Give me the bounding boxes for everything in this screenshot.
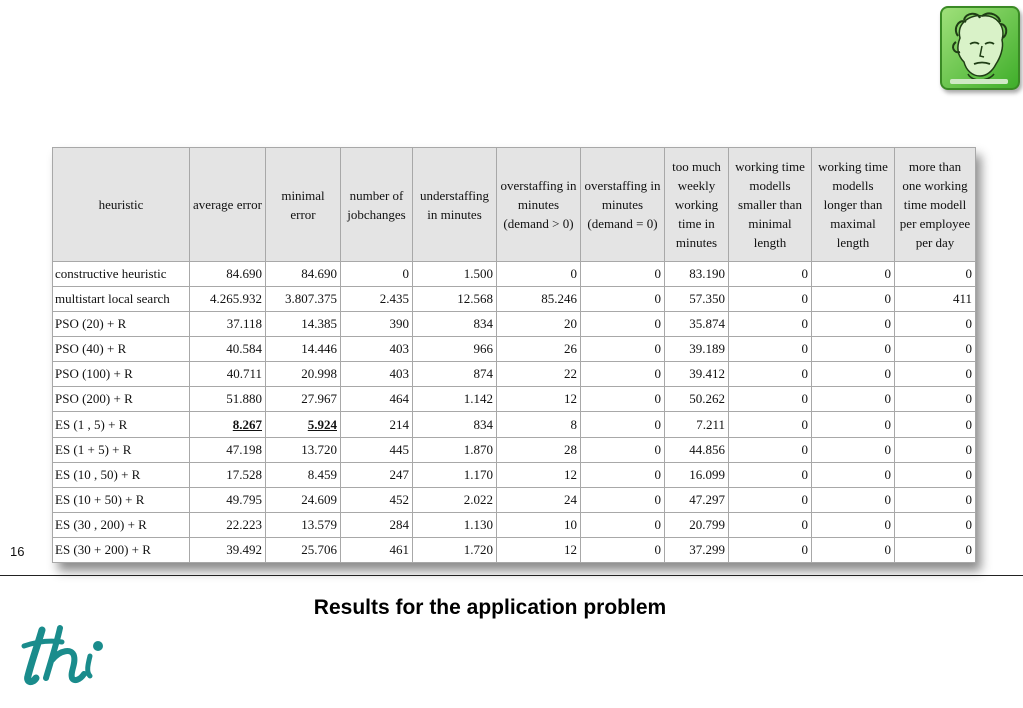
value-cell: 1.170 — [413, 462, 497, 487]
heuristic-name-cell: ES (1 , 5) + R — [53, 412, 190, 437]
value-cell: 25.706 — [266, 537, 341, 562]
value-cell: 0 — [895, 337, 976, 362]
value-cell: 0 — [581, 437, 665, 462]
value-cell: 452 — [341, 487, 413, 512]
value-cell: 0 — [729, 287, 812, 312]
value-cell: 37.118 — [190, 312, 266, 337]
column-header: overstaffing in minutes (demand = 0) — [581, 148, 665, 262]
value-cell: 0 — [895, 387, 976, 412]
value-cell: 57.350 — [665, 287, 729, 312]
value-cell: 47.198 — [190, 437, 266, 462]
value-cell: 37.299 — [665, 537, 729, 562]
value-cell: 8.267 — [190, 412, 266, 437]
value-cell: 0 — [812, 487, 895, 512]
table-row — [53, 337, 976, 362]
column-header: number of jobchanges — [341, 148, 413, 262]
value-cell: 0 — [812, 312, 895, 337]
column-header: overstaffing in minutes (demand > 0) — [497, 148, 581, 262]
value-cell: 390 — [341, 312, 413, 337]
value-cell: 0 — [581, 337, 665, 362]
value-cell: 0 — [812, 412, 895, 437]
value-cell: 0 — [895, 262, 976, 287]
slide-number: 16 — [10, 544, 25, 559]
heuristic-name-cell: ES (10 , 50) + R — [53, 462, 190, 487]
value-cell: 39.189 — [665, 337, 729, 362]
heuristic-name-cell: ES (30 , 200) + R — [53, 512, 190, 537]
value-cell: 44.856 — [665, 437, 729, 462]
value-cell: 214 — [341, 412, 413, 437]
heuristic-name-cell: constructive heuristic — [53, 262, 190, 287]
value-cell: 47.297 — [665, 487, 729, 512]
column-header: heuristic — [53, 148, 190, 262]
table-body — [53, 262, 976, 563]
heuristic-name-cell: multistart local search — [53, 287, 190, 312]
value-cell: 12 — [497, 387, 581, 412]
value-cell: 0 — [581, 362, 665, 387]
value-cell: 0 — [581, 262, 665, 287]
value-cell: 0 — [581, 537, 665, 562]
value-cell: 3.807.375 — [266, 287, 341, 312]
value-cell: 0 — [729, 437, 812, 462]
heuristic-name-cell: PSO (20) + R — [53, 312, 190, 337]
value-cell: 50.262 — [665, 387, 729, 412]
value-cell: 0 — [729, 362, 812, 387]
value-cell: 0 — [812, 462, 895, 487]
value-cell: 20.998 — [266, 362, 341, 387]
heuristic-name-cell: ES (30 + 200) + R — [53, 537, 190, 562]
value-cell: 12 — [497, 462, 581, 487]
value-cell: 40.584 — [190, 337, 266, 362]
value-cell: 0 — [812, 537, 895, 562]
value-cell: 39.492 — [190, 537, 266, 562]
value-cell: 0 — [581, 412, 665, 437]
value-cell: 0 — [581, 312, 665, 337]
table-row — [53, 537, 976, 562]
value-cell: 0 — [812, 262, 895, 287]
value-cell: 284 — [341, 512, 413, 537]
value-cell: 49.795 — [190, 487, 266, 512]
value-cell: 51.880 — [190, 387, 266, 412]
value-cell: 1.130 — [413, 512, 497, 537]
value-cell: 20.799 — [665, 512, 729, 537]
value-cell: 8 — [497, 412, 581, 437]
value-cell: 2.435 — [341, 287, 413, 312]
value-cell: 0 — [341, 262, 413, 287]
value-cell: 411 — [895, 287, 976, 312]
value-cell: 7.211 — [665, 412, 729, 437]
value-cell: 26 — [497, 337, 581, 362]
value-cell: 834 — [413, 412, 497, 437]
value-cell: 35.874 — [665, 312, 729, 337]
table-row — [53, 412, 976, 437]
beethoven-logo — [940, 6, 1020, 90]
value-cell: 1.142 — [413, 387, 497, 412]
column-header: working time modells longer than maximal length — [812, 148, 895, 262]
value-cell: 0 — [812, 337, 895, 362]
table-row — [53, 437, 976, 462]
value-cell: 14.446 — [266, 337, 341, 362]
university-logo — [20, 622, 116, 691]
value-cell: 12.568 — [413, 287, 497, 312]
value-cell: 0 — [729, 412, 812, 437]
value-cell: 0 — [729, 312, 812, 337]
value-cell: 0 — [895, 437, 976, 462]
value-cell: 0 — [581, 462, 665, 487]
value-cell: 28 — [497, 437, 581, 462]
column-header: average error — [190, 148, 266, 262]
value-cell: 0 — [895, 512, 976, 537]
value-cell: 17.528 — [190, 462, 266, 487]
value-cell: 85.246 — [497, 287, 581, 312]
value-cell: 4.265.932 — [190, 287, 266, 312]
heuristic-name-cell: ES (1 + 5) + R — [53, 437, 190, 462]
value-cell: 0 — [581, 512, 665, 537]
value-cell: 40.711 — [190, 362, 266, 387]
value-cell: 445 — [341, 437, 413, 462]
value-cell: 0 — [812, 362, 895, 387]
value-cell: 0 — [729, 512, 812, 537]
value-cell: 0 — [895, 462, 976, 487]
heuristic-name-cell: ES (10 + 50) + R — [53, 487, 190, 512]
value-cell: 24.609 — [266, 487, 341, 512]
value-cell: 0 — [729, 337, 812, 362]
value-cell: 14.385 — [266, 312, 341, 337]
results-table — [52, 147, 976, 563]
value-cell: 0 — [812, 512, 895, 537]
value-cell: 24 — [497, 487, 581, 512]
value-cell: 84.690 — [190, 262, 266, 287]
value-cell: 247 — [341, 462, 413, 487]
value-cell: 0 — [812, 387, 895, 412]
table-row — [53, 487, 976, 512]
value-cell: 0 — [895, 537, 976, 562]
table-row — [53, 362, 976, 387]
table-row — [53, 312, 976, 337]
value-cell: 39.412 — [665, 362, 729, 387]
value-cell: 966 — [413, 337, 497, 362]
value-cell: 5.924 — [266, 412, 341, 437]
value-cell: 13.579 — [266, 512, 341, 537]
table-row — [53, 262, 976, 287]
value-cell: 27.967 — [266, 387, 341, 412]
value-cell: 0 — [895, 412, 976, 437]
value-cell: 0 — [729, 487, 812, 512]
value-cell: 461 — [341, 537, 413, 562]
value-cell: 403 — [341, 337, 413, 362]
value-cell: 0 — [729, 262, 812, 287]
table-row — [53, 387, 976, 412]
value-cell: 0 — [729, 462, 812, 487]
value-cell: 0 — [729, 537, 812, 562]
value-cell: 1.720 — [413, 537, 497, 562]
value-cell: 403 — [341, 362, 413, 387]
results-table-container — [52, 147, 975, 563]
column-header: too much weekly working time in minutes — [665, 148, 729, 262]
value-cell: 0 — [812, 437, 895, 462]
table-row — [53, 462, 976, 487]
value-cell: 0 — [812, 287, 895, 312]
value-cell: 1.870 — [413, 437, 497, 462]
value-cell: 0 — [895, 312, 976, 337]
value-cell: 0 — [581, 487, 665, 512]
value-cell: 834 — [413, 312, 497, 337]
value-cell: 464 — [341, 387, 413, 412]
value-cell: 0 — [581, 287, 665, 312]
column-header: understaffing in minutes — [413, 148, 497, 262]
heuristic-name-cell: PSO (100) + R — [53, 362, 190, 387]
footer-divider — [0, 575, 1023, 576]
value-cell: 16.099 — [665, 462, 729, 487]
value-cell: 0 — [895, 362, 976, 387]
value-cell: 1.500 — [413, 262, 497, 287]
value-cell: 12 — [497, 537, 581, 562]
value-cell: 2.022 — [413, 487, 497, 512]
value-cell: 8.459 — [266, 462, 341, 487]
heuristic-name-cell: PSO (40) + R — [53, 337, 190, 362]
beethoven-portrait-icon — [942, 8, 1018, 88]
value-cell: 10 — [497, 512, 581, 537]
heuristic-name-cell: PSO (200) + R — [53, 387, 190, 412]
slide-caption: Results for the application problem — [313, 596, 667, 619]
value-cell: 84.690 — [266, 262, 341, 287]
value-cell: 0 — [497, 262, 581, 287]
value-cell: 0 — [729, 387, 812, 412]
value-cell: 13.720 — [266, 437, 341, 462]
value-cell: 874 — [413, 362, 497, 387]
table-header-row — [53, 148, 976, 262]
value-cell: 20 — [497, 312, 581, 337]
value-cell: 0 — [581, 387, 665, 412]
table-row — [53, 287, 976, 312]
column-header: working time modells smaller than minimal length — [729, 148, 812, 262]
value-cell: 22.223 — [190, 512, 266, 537]
table-row — [53, 512, 976, 537]
value-cell: 22 — [497, 362, 581, 387]
value-cell: 0 — [895, 487, 976, 512]
university-logo-icon — [20, 622, 116, 686]
logo-caption-strip — [950, 79, 1008, 84]
column-header: more than one working time modell per employee per day — [895, 148, 976, 262]
column-header: minimal error — [266, 148, 341, 262]
value-cell: 83.190 — [665, 262, 729, 287]
